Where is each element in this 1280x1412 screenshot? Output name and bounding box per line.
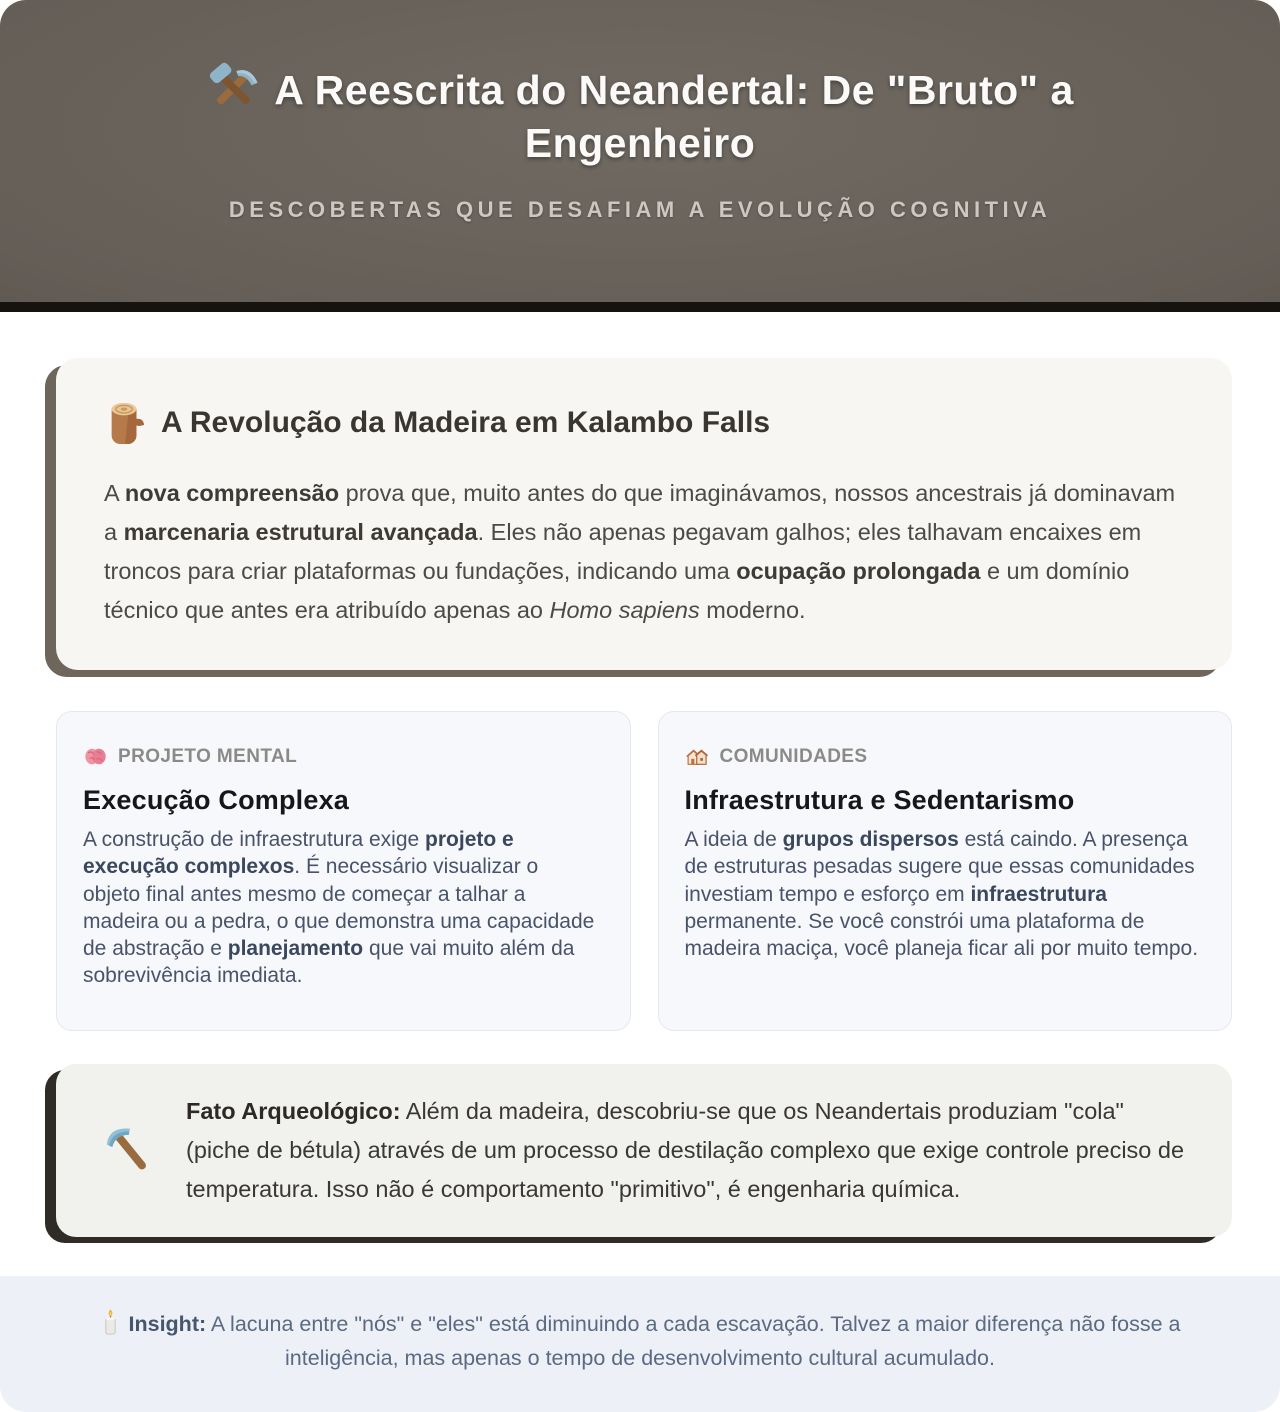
mental-project-label-row	[83, 744, 600, 769]
hammer-and-pick-icon	[206, 60, 260, 114]
houses-icon	[685, 744, 710, 769]
hero-card-title	[104, 400, 1184, 446]
mental-project-paragraph: A construção de infraestrutura exige projeto e execução complexos. É necessário visualizar o objeto final antes mesmo de começar a talhar a madeira ou a pedra, o que demonstra uma capacidade de abstração e planejamento que vai muito além da sobrevivência imediata.	[83, 828, 595, 988]
insight-footer	[0, 1276, 1280, 1412]
mental-project-label: PROJETO MENTAL	[118, 745, 298, 767]
fact-card	[56, 1064, 1232, 1237]
candle-icon	[100, 1309, 121, 1335]
insight-text: Insight: A lacuna entre "nós" e "eles" está diminuindo a cada escavação. Talvez a maior diferença não fosse a inteligência, mas apenas o tempo de desenvolvimento cultural acumulado.	[128, 1312, 1181, 1370]
insight-paragraph	[52, 1308, 1228, 1376]
wood-log-icon	[104, 400, 146, 446]
hero-card-title-text: A Revolução da Madeira em Kalambo Falls	[161, 406, 771, 439]
page-title-text: A Reescrita do Neandertal: De "Bruto" a Engenheiro	[274, 67, 1074, 167]
brain-icon	[83, 744, 108, 769]
mental-project-title: Execução Complexa	[83, 785, 350, 815]
communities-card	[658, 711, 1233, 1031]
communities-label-row	[685, 744, 1202, 769]
header	[0, 0, 1280, 312]
mental-project-card	[56, 711, 631, 1031]
communities-label: COMUNIDADES	[719, 745, 868, 767]
communities-title: Infraestrutura e Sedentarismo	[684, 785, 1075, 815]
page-title	[100, 60, 1180, 171]
page-subtitle: DESCOBERTAS QUE DESAFIAM A EVOLUÇÃO COGNITIVA	[228, 196, 1052, 222]
communities-paragraph: A ideia de grupos dispersos está caindo. A presença de estruturas pesadas sugere que essas comunidades investiam tempo e esforço em infraestrutura permanente. Se você constrói uma plataforma de madeira maciça, você planeja ficar ali por muito tempo.	[684, 828, 1199, 961]
pickaxe-icon	[100, 1120, 156, 1181]
fact-card-paragraph: Fato Arqueológico: Além da madeira, descobriu-se que os Neandertais produziam "cola" (piche de bétula) através de um processo de destilação complexo que exige controle preciso de temperatura. Isso não é comportamento "primitivo", é engenharia química.	[186, 1097, 1185, 1202]
two-column-row	[56, 711, 1232, 1031]
hero-card-paragraph: A nova compreensão prova que, muito antes do que imaginávamos, nossos ancestrais já dominavam a marcenaria estrutural avançada. Eles não apenas pegavam galhos; eles talhavam encaixes em troncos para criar plataformas ou fundações, indicando uma ocupação prolongada e um domínio técnico que antes era atribuído apenas ao Homo sapiens moderno.	[104, 480, 1176, 623]
wood-revolution-card	[56, 358, 1232, 670]
